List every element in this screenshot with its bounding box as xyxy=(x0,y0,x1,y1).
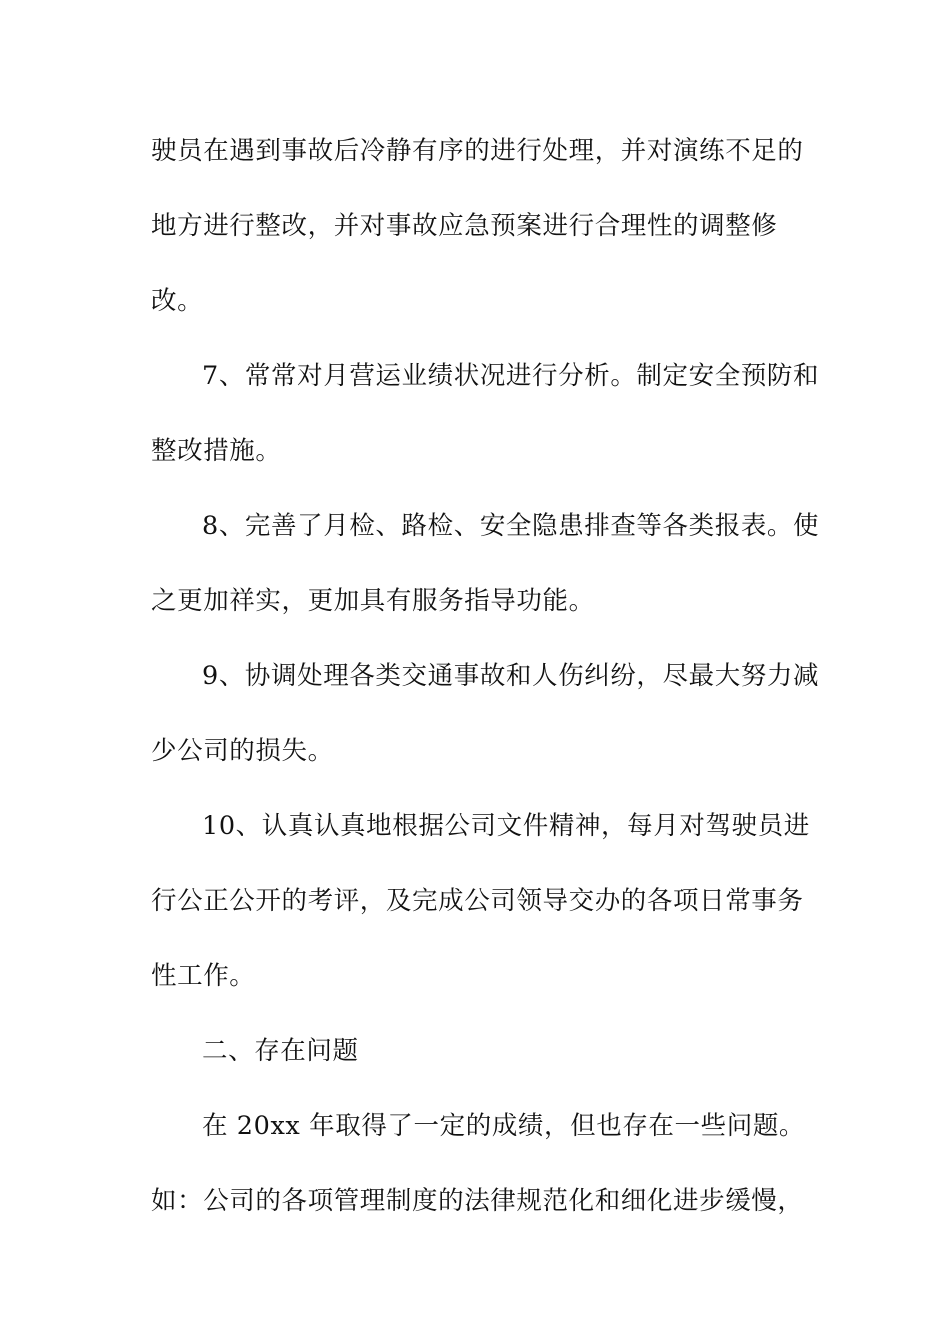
text-line: 如：公司的各项管理制度的法律规范化和细化进步缓慢， xyxy=(151,1186,804,1216)
section-heading: 二、存在问题 xyxy=(202,1036,359,1066)
paragraph-start-line: 在 20xx 年取得了一定的成绩，但也存在一些问题。 xyxy=(202,1111,806,1141)
paragraph-start-line: 9、协调处理各类交通事故和人伤纠纷，尽最大努力减 xyxy=(202,661,820,691)
text-line: 地方进行整改，并对事故应急预案进行合理性的调整修 xyxy=(151,211,778,241)
text-line: 驶员在遇到事故后冷静有序的进行处理，并对演练不足的 xyxy=(151,136,804,166)
text-line: 少公司的损失。 xyxy=(151,736,334,766)
text-line: 之更加祥实，更加具有服务指导功能。 xyxy=(151,586,595,616)
paragraph-start-line: 8、完善了月检、路检、安全隐患排查等各类报表。使 xyxy=(202,511,820,541)
paragraph-start-line: 10、认真认真地根据公司文件精神，每月对驾驶员进 xyxy=(202,811,810,841)
text-line: 改。 xyxy=(151,286,204,316)
text-line: 整改措施。 xyxy=(151,436,282,466)
paragraph-start-line: 7、常常对月营运业绩状况进行分析。制定安全预防和 xyxy=(202,361,820,391)
text-line: 行公正公开的考评，及完成公司领导交办的各项日常事务 xyxy=(151,886,804,916)
text-line: 性工作。 xyxy=(151,961,256,991)
